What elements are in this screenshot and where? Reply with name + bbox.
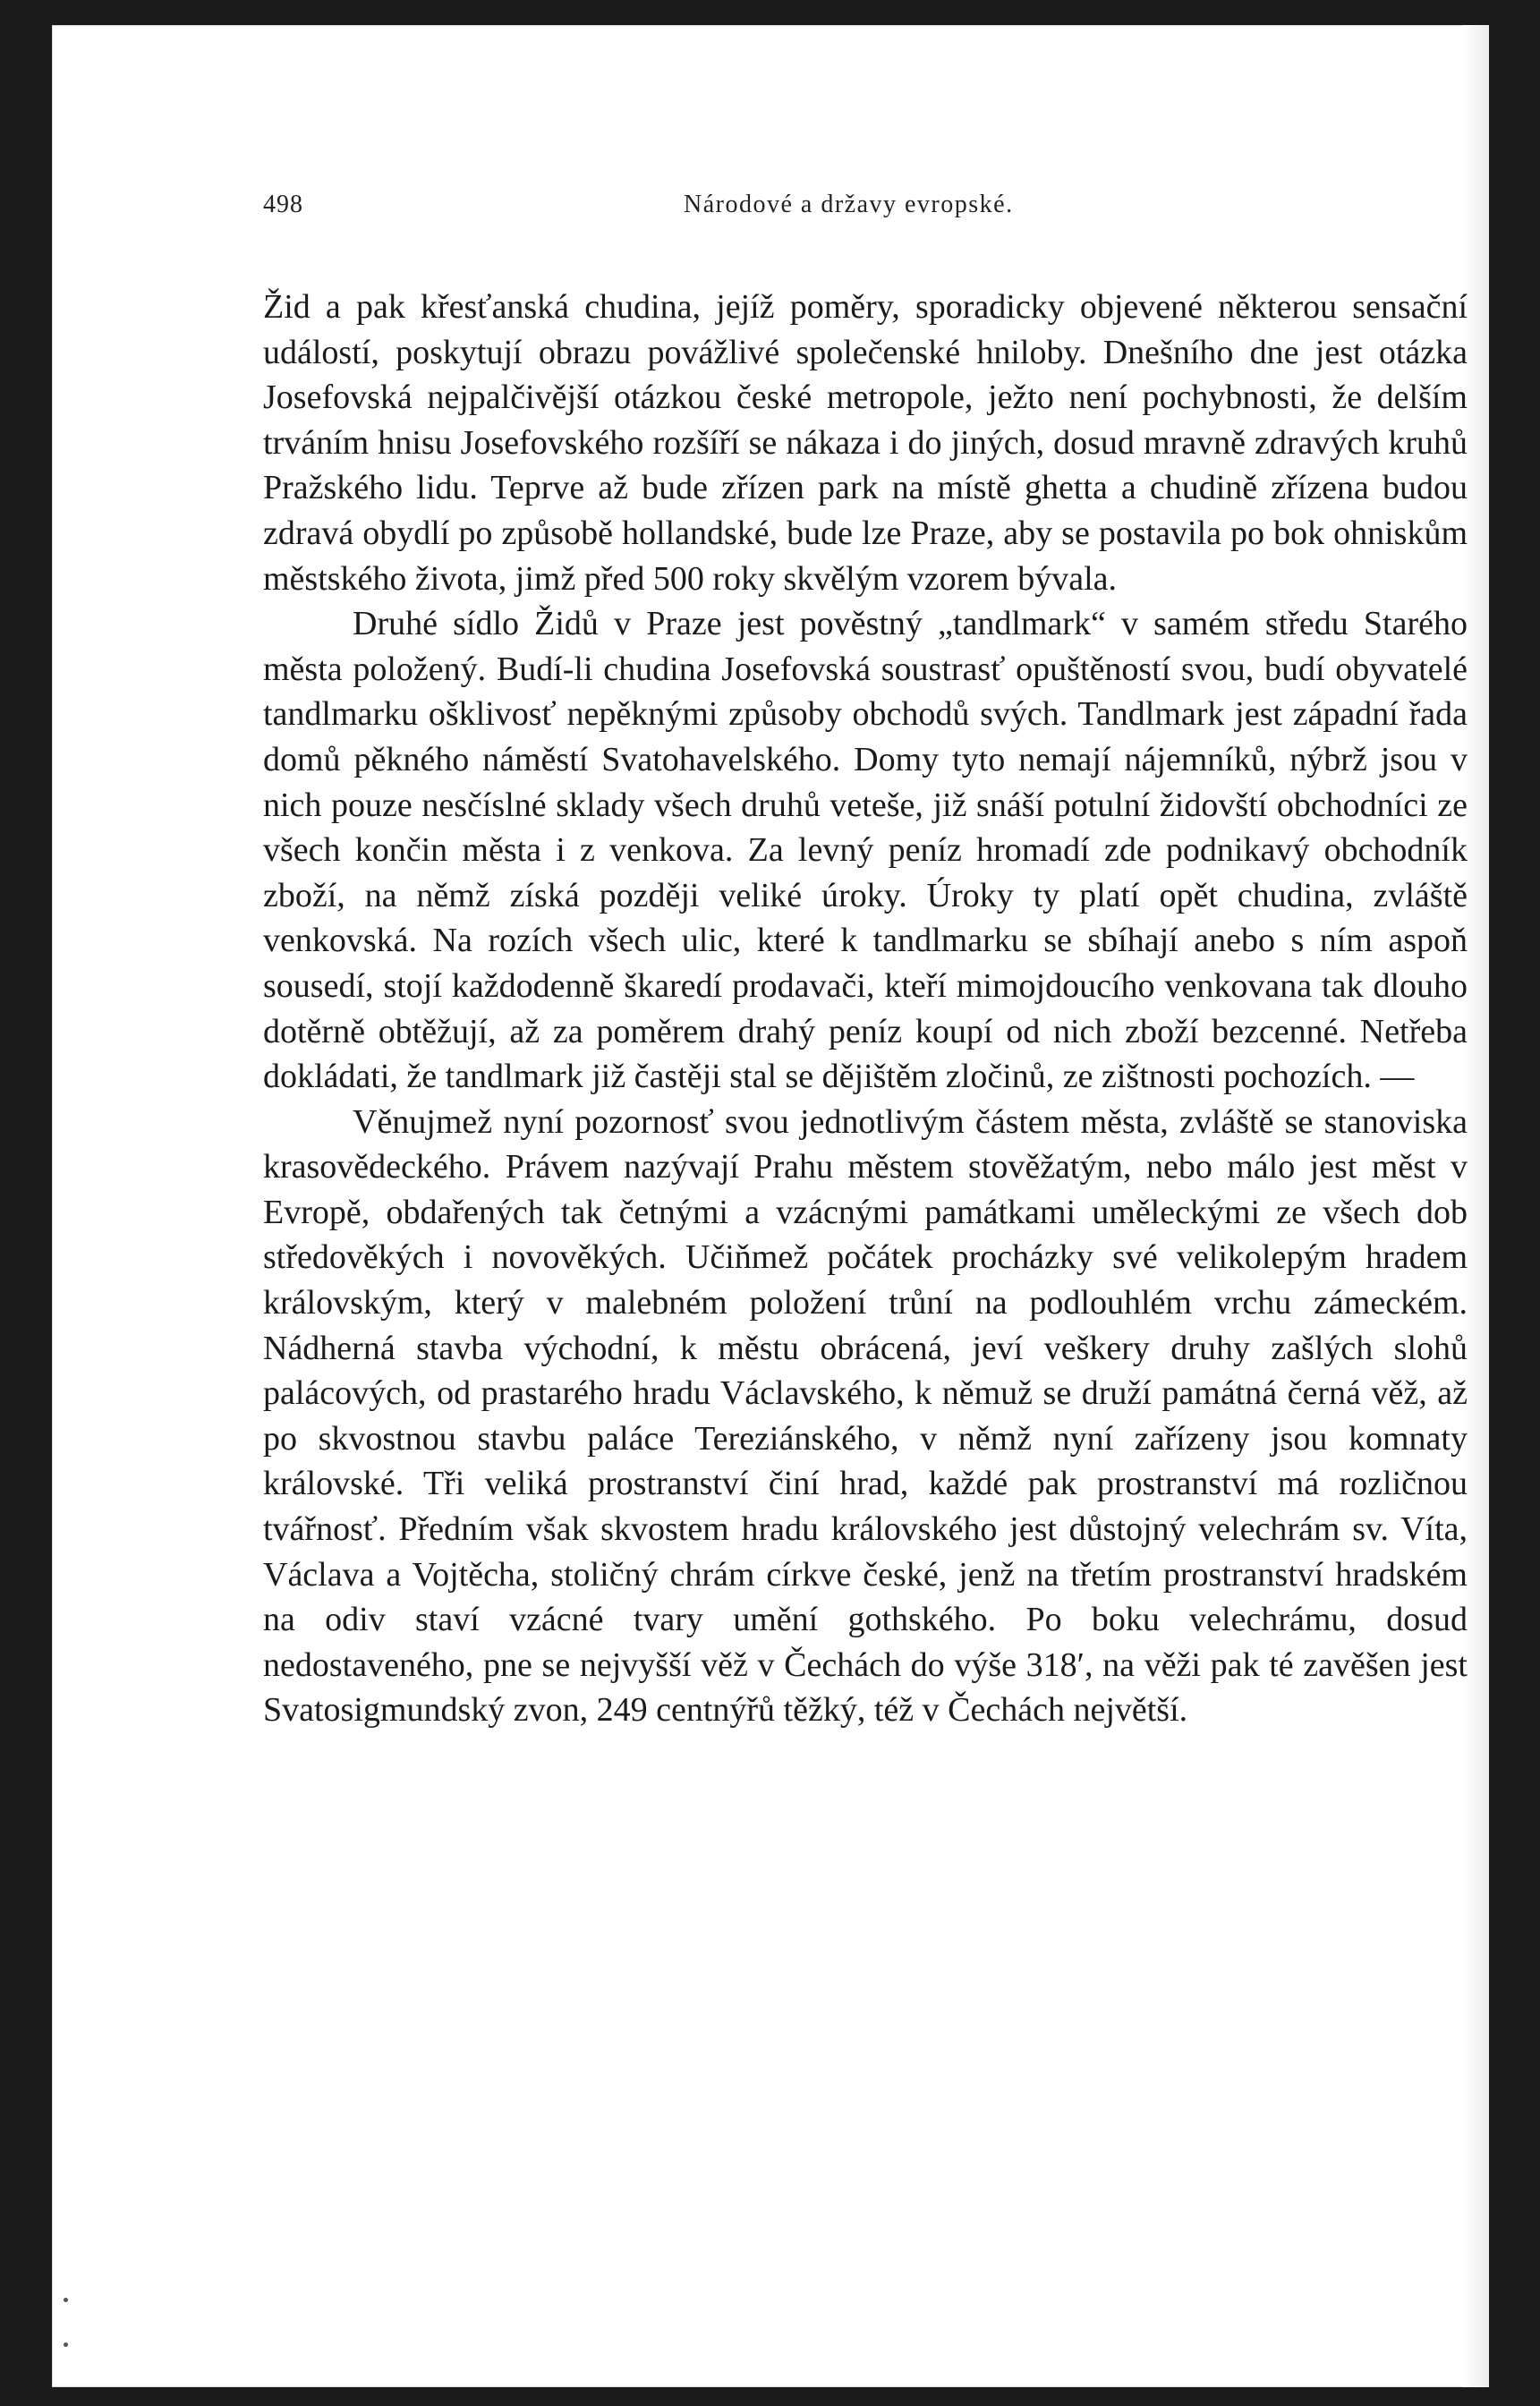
- body-text: [263, 285, 1468, 1733]
- paper-speck: [64, 2342, 68, 2347]
- paragraph-1: Žid a pak křesťanská chudina, jejíž poměry, sporadicky objevené některou sensační událostí, poskytují obrazu povážlivé společenské hniloby. Dnešního dne jest otázka Josefovská nejpalčivější otázkou české metropole, ježto není pochybnosti, že delším trváním hnisu Josefovského rozšíří se nákaza i do jiných, dosud mravně zdravých kruhů Pražského lidu. Teprve až bude zřízen park na místě ghetta a chudině zřízena budou zdravá obydlí po způsobě hollandské, bude lze Praze, aby se postavila po bok ohniskům městského života, jimž před 500 roky skvělým vzorem bývala.: [263, 288, 1468, 598]
- paragraph-3: Věnujmež nyní pozornosť svou jednotlivým částem města, zvláště se stanoviska krasovědeckého. Právem nazývají Prahu městem stověžatým, nebo málo jest měst v Evropě, obdařených tak četnými a vzácnými památkami uměleckými ze všech dob středověkých i novověkých. Učiňmež počátek procházky své velikolepým hradem královským, který v malebném položení trůní na podlouhlém vrchu zámeckém. Nádherná stavba východní, k městu obrácená, jeví veškery druhy zašlých slohů palácových, od prastarého hradu Václavského, k němuž se druží památná černá věž, až po skvostnou stavbu paláce Tereziánského, v němž nyní zařízeny jsou komnaty královské. Tři veliká prostranství činí hrad, každé pak prostranství má rozličnou tvářnosť. Předním však skvostem hradu královského jest důstojný velechrám sv. Víta, Václava a Vojtěcha, stoličný chrám církve české, jenž na třetím prostranství hradském na odiv staví vzácné tvary umění gothského. Po boku velechrámu, dosud nedostaveného, pne se nejvyšší věž v Čechách do výše 318′, na věži pak té zavěšen jest Svatosigmundský zvon, 249 centnýřů těžký, též v Čechách největší.: [263, 1102, 1468, 1730]
- page-header: [263, 182, 1247, 235]
- paper-speck: [64, 2298, 68, 2302]
- paragraph-2: Druhé sídlo Židů v Praze jest pověstný „tandlmark“ v samém středu Starého města položený. Budí-li chudina Josefovská soustrasť opuštěností svou, budí obyvatelé tandlmarku ošklivosť nepěknými způsoby obchodů svých. Tandlmark jest západní řada domů pěkného náměstí Svatohavelského. Domy tyto nemají nájemníků, nýbrž jsou v nich pouze nesčíslné sklady všech druhů veteše, již snáší potulní židovští obchodníci ze všech končin města i z venkova. Za levný peníz hromadí zde podnikavý obchodník zboží, na němž získá později veliké úroky. Úroky ty platí opět chudina, zvláště venkovská. Na rozích všech ulic, které k tandlmarku se sbíhají anebo s ním aspoň sousedí, stojí každodenně škaredí prodavači, kteří mimojdoucího venkovana tak dlouho dotěrně obtěžují, až za poměrem drahý peníz koupí od nich zboží bezcenné. Netřeba dokládati, že tandlmark již častěji stal se dějištěm zločinů, ze zištnosti pochozích. —: [263, 605, 1468, 1096]
- book-page: [52, 25, 1489, 2387]
- page-number: 498: [263, 191, 303, 218]
- running-title: Národové a državy evropské.: [684, 191, 1014, 218]
